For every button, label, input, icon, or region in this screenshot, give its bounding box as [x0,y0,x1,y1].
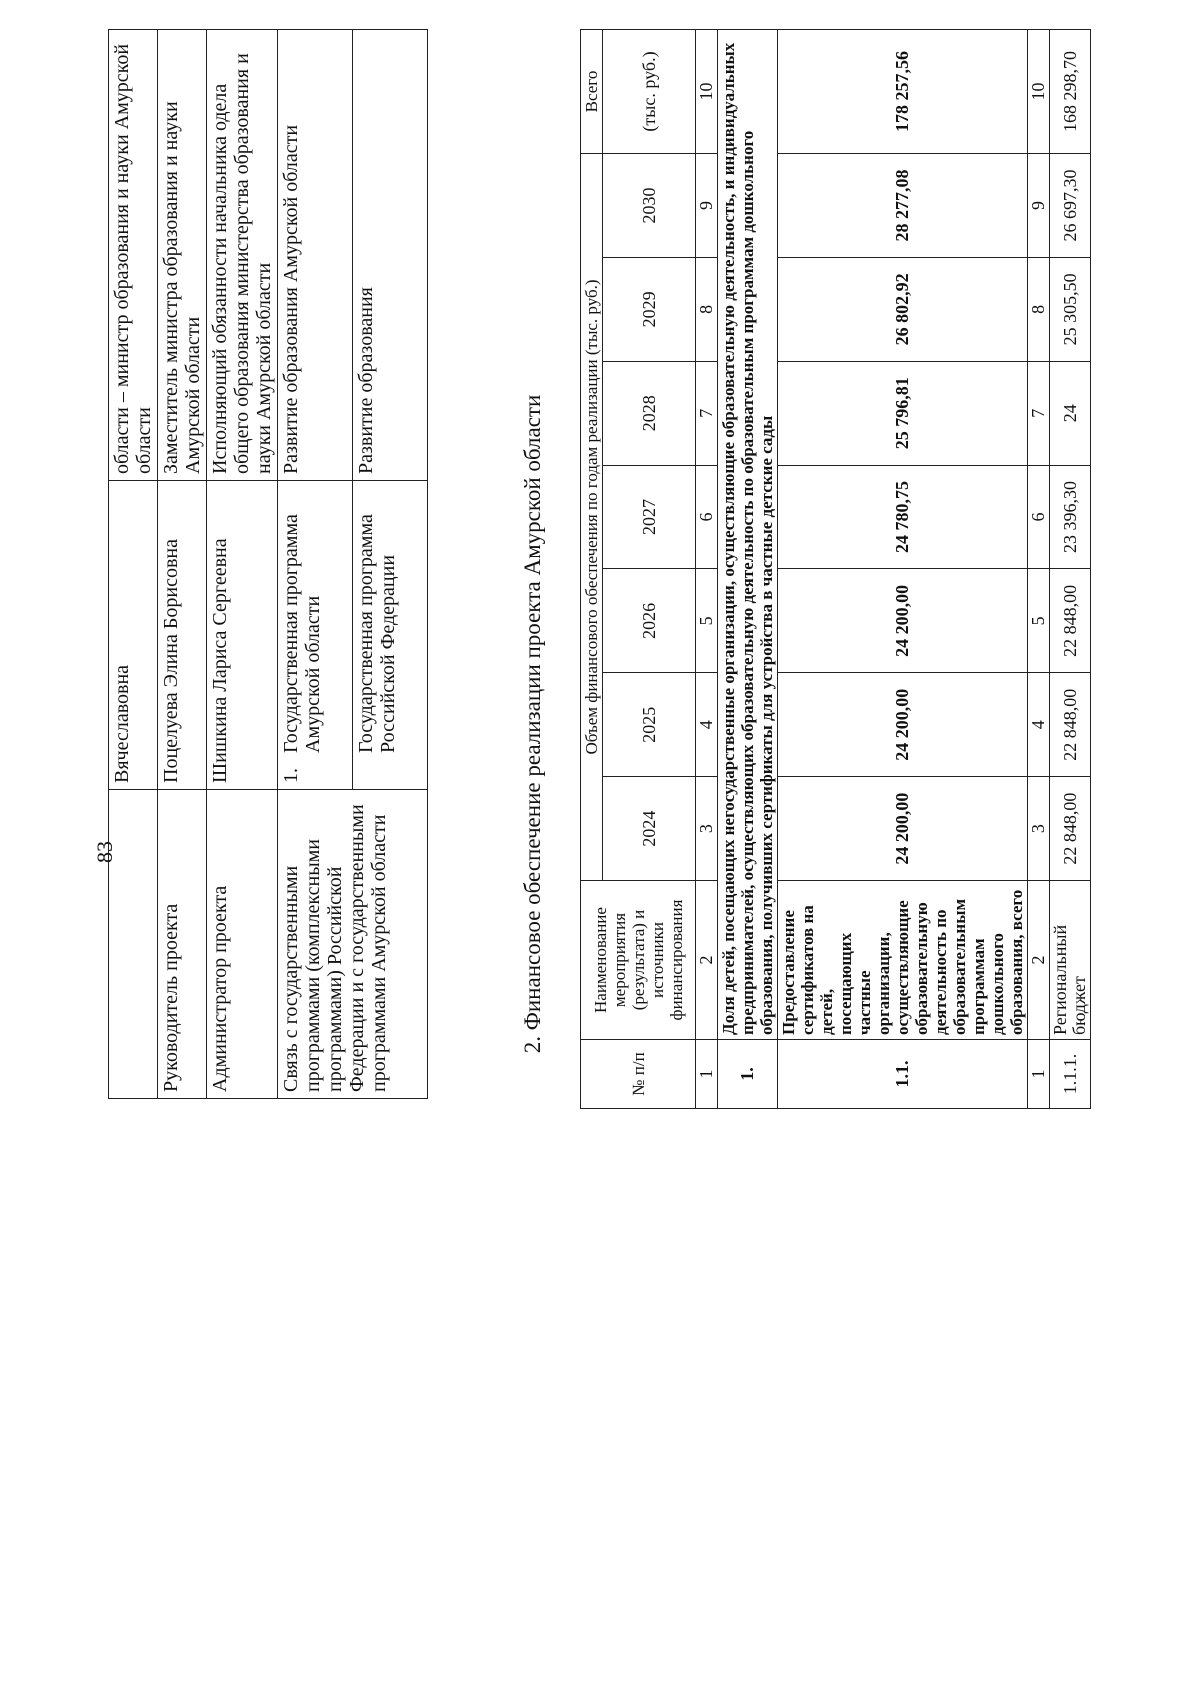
subitem-value: 22 848,00 [1050,777,1091,881]
subitem-total: 168 298,70 [1050,30,1091,154]
index-cell: 7 [696,361,718,465]
total-unit: (тыс. руб.) [603,30,696,154]
subitem-value: 24 [1050,361,1091,465]
index-cell: 2 [696,881,718,1040]
col-total-header: Всего [581,30,603,154]
item-value: 26 802,92 [778,257,1028,361]
subitem-value: 25 305,50 [1050,257,1091,361]
table-row [109,30,158,1099]
index-cell: 8 [696,257,718,361]
year-header: 2025 [603,673,696,777]
year-header: 2030 [603,154,696,258]
index-cell: 1 [1028,1040,1050,1109]
col-volume-header: Объем финансового обеспечения по годам реализации (тыс. руб.) [581,154,603,881]
item-value: 25 796,81 [778,361,1028,465]
financing-table [580,29,1091,1109]
links-direction-2: Развитие образования [353,30,428,481]
subitem-row [1050,30,1091,1109]
info-person: Поцелуева Элина Борисовна [158,481,207,790]
index-cell: 7 [1028,361,1050,465]
page-number: 83 [92,841,117,863]
links-number: 1. [278,759,353,790]
index-cell: 8 [1028,257,1050,361]
info-position: Заместитель министра образования и науки Амурской области [158,30,207,481]
item-value: 24 200,00 [778,569,1028,673]
subitem-value: 22 848,00 [1050,569,1091,673]
table-row [158,30,207,1099]
info-position: области – министр образования и науки Амурской области [109,30,158,481]
item-value: 28 277,08 [778,154,1028,258]
info-label: Руководитель проекта [158,790,207,1099]
table-row [278,30,353,1099]
info-label: Администратор проекта [207,790,278,1099]
project-info-table [108,29,428,1099]
index-cell: 2 [1028,881,1050,1040]
index-cell: 1 [696,1040,718,1109]
subitem-name: Региональный бюджет [1050,881,1091,1040]
item-value: 24 200,00 [778,673,1028,777]
index-row [696,30,718,1109]
subitem-value: 26 697,30 [1050,154,1091,258]
links-direction-1: Развитие образования Амурской области [278,30,353,481]
subitem-number: 1.1.1. [1050,1040,1091,1109]
header-row [581,30,603,1109]
index-cell: 3 [696,777,718,881]
item-value: 24 200,00 [778,777,1028,881]
year-header: 2028 [603,361,696,465]
goal-text: Доля детей, посещающих негосударственные организации, осуществляющие образовательную деятельность, и индивидуальных предпринимателей, осуществляющих образовательную деятельность по образовательным программам дошкольного образования, получивших сертификаты для устройства в частные детские сады [718,30,778,1040]
col-number-header: № п/п [581,1040,696,1109]
index-cell: 6 [696,465,718,569]
goal-row [718,30,778,1109]
index-cell: 5 [1028,569,1050,673]
index-cell: 3 [1028,777,1050,881]
index-cell: 9 [696,154,718,258]
info-person: Вячеславовна [109,481,158,790]
item-value: 24 780,75 [778,465,1028,569]
item-name: Предоставление сертификатов на детей, посещающих частные организации, осуществляющие образовательную деятельность по образовательным программам дошкольного образования, всего [778,881,1028,1040]
index-cell: 4 [1028,673,1050,777]
table-row [207,30,278,1099]
index-cell: 4 [696,673,718,777]
goal-number: 1. [718,1040,778,1109]
info-position: Исполняющий обязанности начальника одела общего образования министерства образования и науки Амурской области [207,30,278,481]
links-label: Связь с государственными программами (комплексными программами) Российской Федерации и с государственными программами Амурской области [278,790,428,1099]
index-cell: 10 [1028,30,1050,154]
index-cell: 10 [696,30,718,154]
year-header: 2026 [603,569,696,673]
year-header: 2024 [603,777,696,881]
item-total: 178 257,56 [778,30,1028,154]
links-program-2: Государственная программа Российской Федерации [353,481,428,760]
year-header: 2027 [603,465,696,569]
index-row [1028,30,1050,1109]
index-cell: 9 [1028,154,1050,258]
links-program-1: Государственная программа Амурской области [278,481,353,760]
item-row [778,30,1028,1109]
year-header: 2029 [603,257,696,361]
item-number: 1.1. [778,1040,1028,1109]
info-label [109,790,158,1099]
index-cell: 6 [1028,465,1050,569]
col-name-header: Наименование мероприятия (результата) и источники финансирования [581,881,696,1040]
section-title: 2. Финансовое обеспечение реализации проекта Амурской области [520,394,545,1054]
info-person: Шишкина Лариса Сергеевна [207,481,278,790]
subitem-value: 22 848,00 [1050,673,1091,777]
subitem-value: 23 396,30 [1050,465,1091,569]
index-cell: 5 [696,569,718,673]
